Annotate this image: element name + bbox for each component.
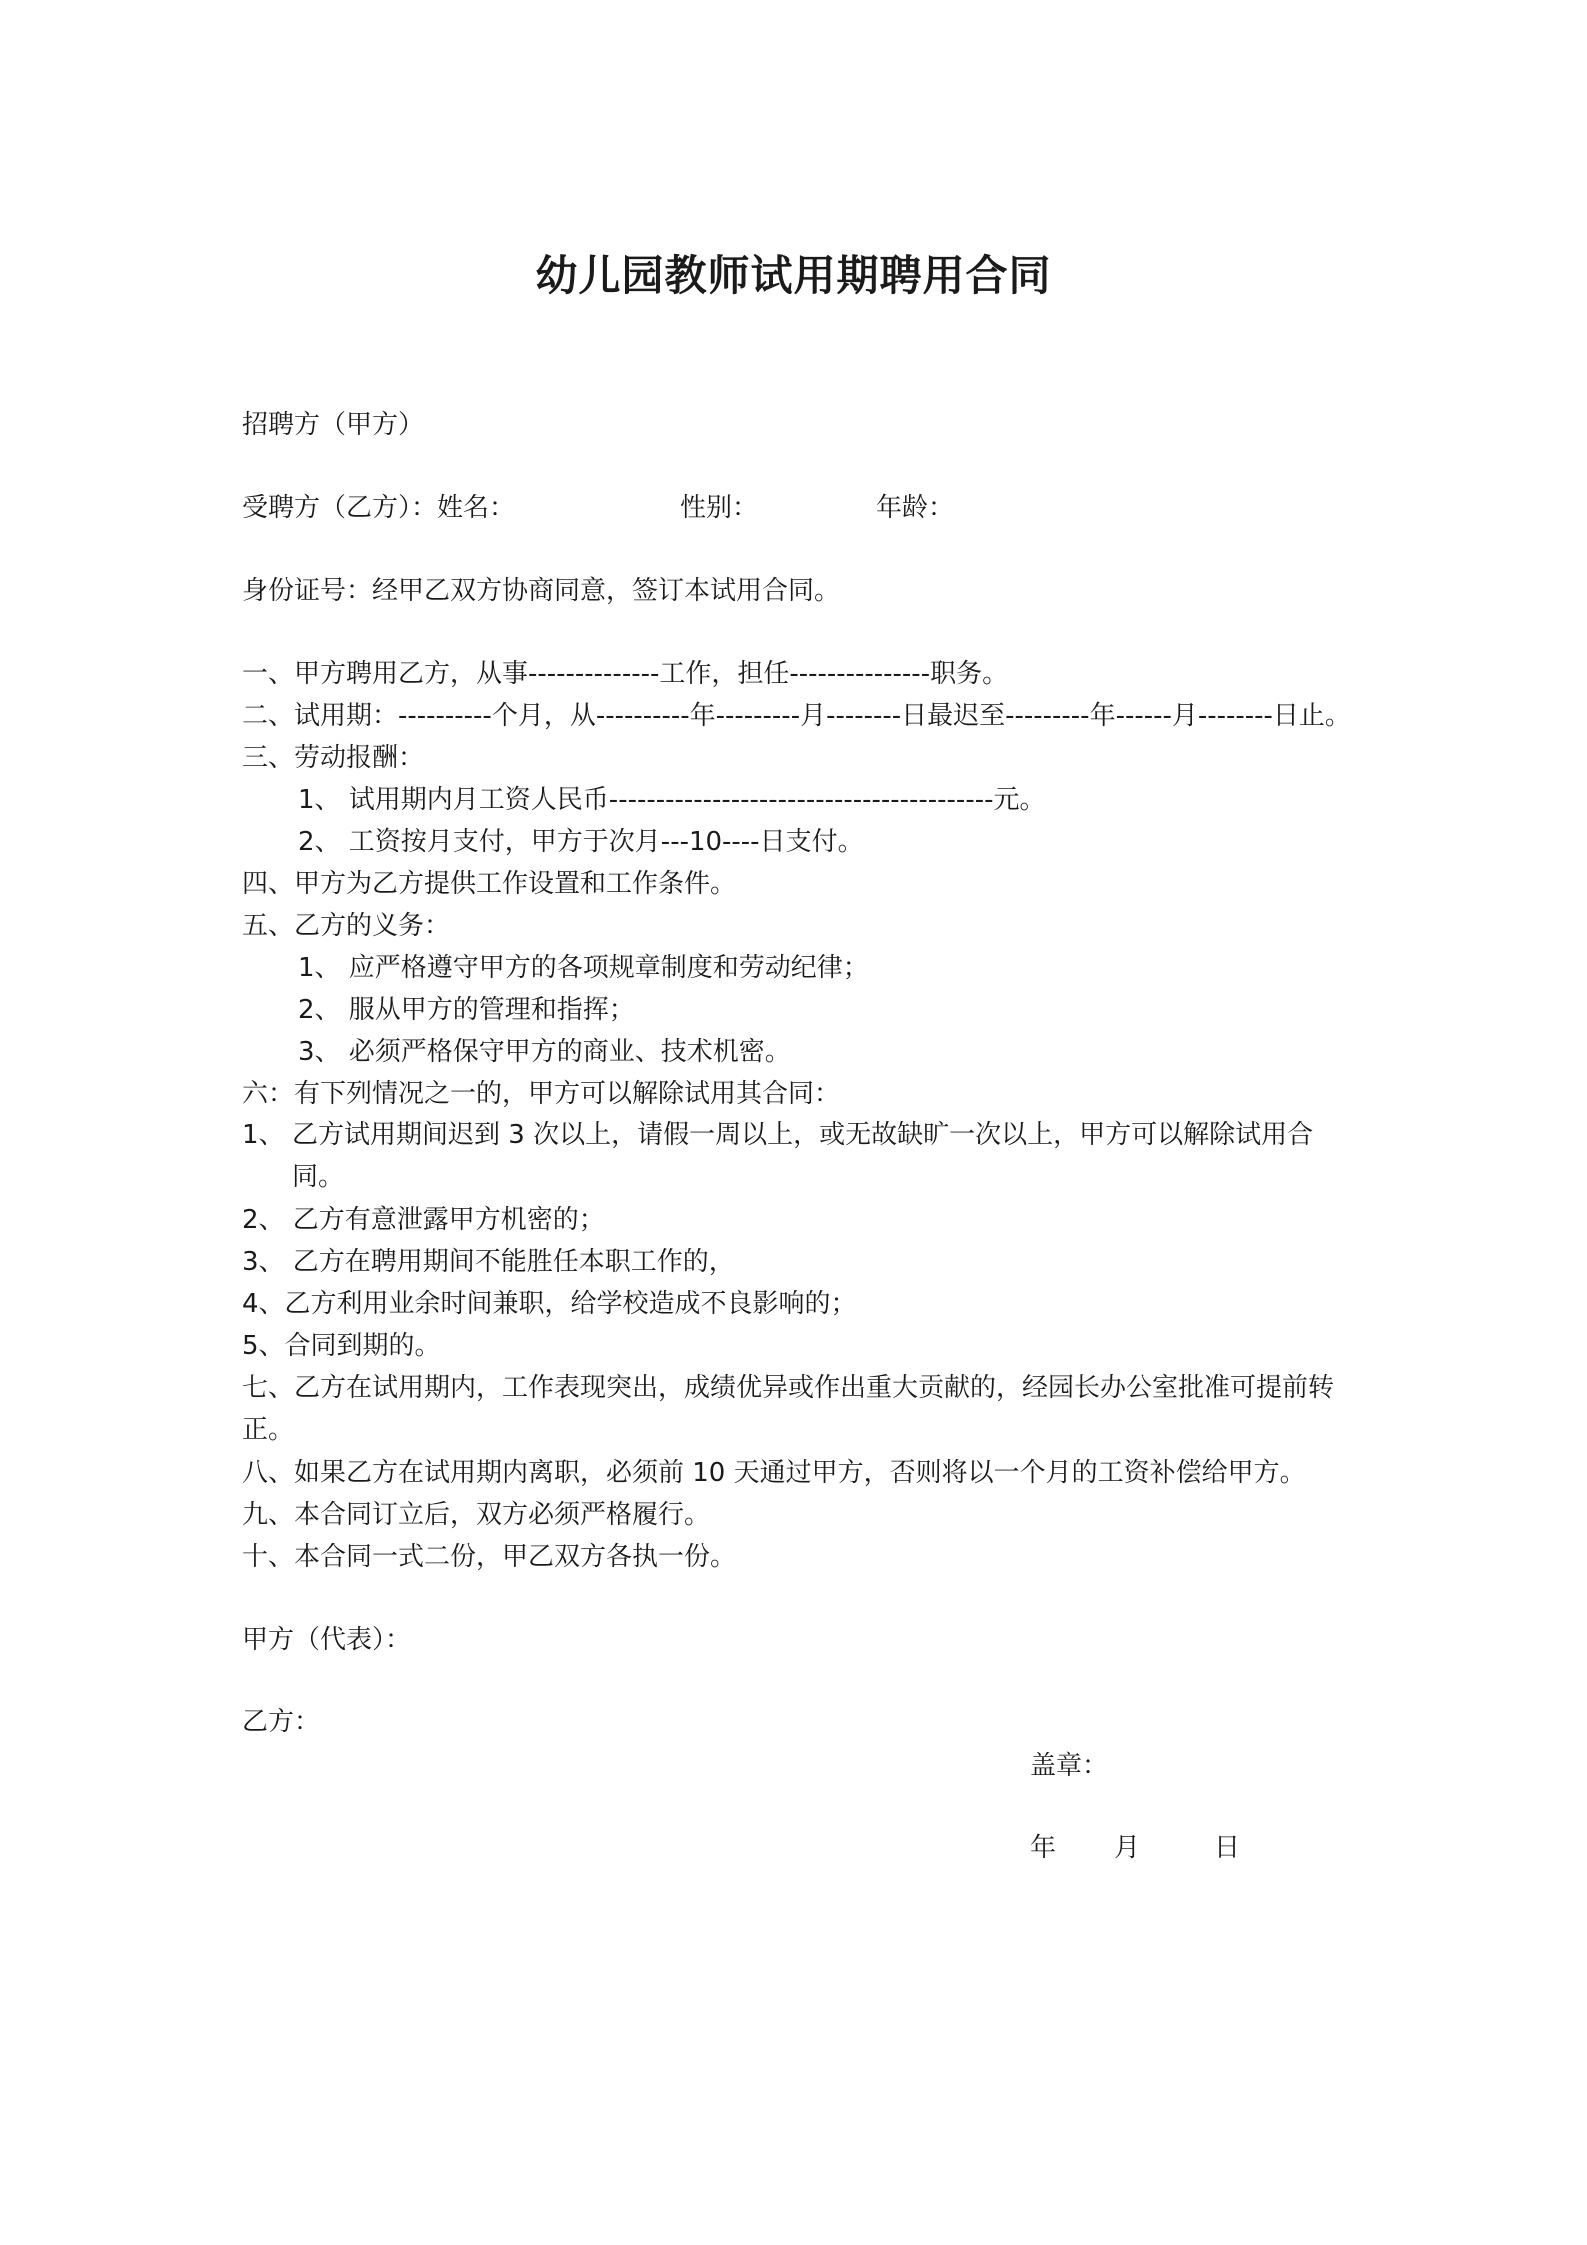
clause-3-item-2: 2、 工资按月支付，甲方于次月---10----日支付。 xyxy=(298,827,864,857)
clause-6: 六：有下列情况之一的，甲方可以解除试用其合同： xyxy=(242,1079,841,1109)
clause-6-item-4: 4、乙方利用业余时间兼职，给学校造成不良影响的； xyxy=(242,1289,857,1319)
clause-6-item-3: 3、 乙方在聘用期间不能胜任本职工作的， xyxy=(242,1247,735,1277)
clause-2: 二、试用期：----------个月，从----------年---------月--------日最迟至---------年------月--------日止。 xyxy=(242,701,1351,731)
clause-6-item-2: 2、 乙方有意泄露甲方机密的； xyxy=(242,1205,605,1235)
clause-3-item-1: 1、 试用期内月工资人民币-----------------------------------------元。 xyxy=(298,785,1046,815)
clause-3: 三、劳动报酬： xyxy=(242,743,425,773)
party-b-signature-label: 乙方： xyxy=(242,1707,321,1737)
clause-6-item-1-text: 乙方试用期间迟到 3 次以上，请假一周以上，或无故缺旷一次以上，甲方可以解除试用合同。 xyxy=(292,1120,1314,1192)
document-title: 幼儿园教师试用期聘用合同 xyxy=(535,251,1052,300)
clause-6-item-1-number: 1、 xyxy=(242,1120,285,1150)
clause-8: 八、如果乙方在试用期内离职，必须前 10 天通过甲方，否则将以一个月的工资补偿给甲方。 xyxy=(242,1458,1306,1488)
date-month-label: 月 xyxy=(1114,1833,1141,1863)
party-a-signature-label: 甲方（代表）： xyxy=(242,1625,412,1655)
clause-1: 一、甲方聘用乙方，从事--------------工作，担任---------------职务。 xyxy=(242,659,1009,689)
clause-5-item-1: 1、 应严格遵守甲方的各项规章制度和劳动纪律； xyxy=(298,953,869,983)
employee-name-label: 受聘方（乙方）：姓名： xyxy=(242,493,516,523)
clause-6-item-5: 5、合同到期的。 xyxy=(242,1331,441,1361)
seal-label: 盖章： xyxy=(1030,1751,1109,1781)
date-day-label: 日 xyxy=(1214,1833,1241,1863)
id-number-line: 身份证号：经甲乙双方协商同意，签订本试用合同。 xyxy=(242,576,841,606)
clause-5-item-2: 2、 服从甲方的管理和指挥； xyxy=(298,995,635,1025)
clause-9: 九、本合同订立后，双方必须严格履行。 xyxy=(242,1500,711,1530)
gender-label: 性别： xyxy=(680,493,759,523)
clause-7: 七、乙方在试用期内，工作表现突出，成绩优异或作出重大贡献的，经园长办公室批准可提前转正。 xyxy=(242,1373,1335,1445)
employer-line: 招聘方（甲方） xyxy=(242,410,425,440)
date-year-label: 年 xyxy=(1030,1833,1057,1863)
clause-5: 五、乙方的义务： xyxy=(242,911,451,941)
clause-4: 四、甲方为乙方提供工作设置和工作条件。 xyxy=(242,869,737,899)
clause-10: 十、本合同一式二份，甲乙双方各执一份。 xyxy=(242,1542,737,1572)
clause-5-item-3: 3、 必须严格保守甲方的商业、技术机密。 xyxy=(298,1037,791,1067)
age-label: 年龄： xyxy=(876,493,955,523)
